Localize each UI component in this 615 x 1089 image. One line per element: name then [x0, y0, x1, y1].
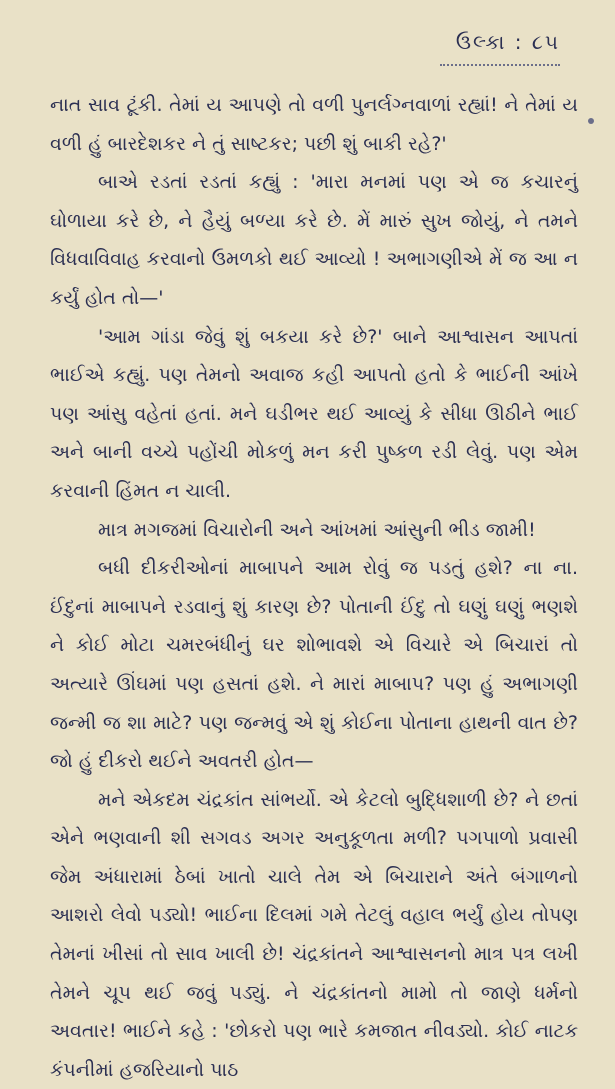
body-text	[50, 86, 578, 1089]
paragraph: મને એકદમ ચંદ્રકાંત સાંભર્યો. એ કેટલો બુદ્ધિશાળી છે? ને છતાં એને ભણવાની શી સગવડ અગર અનુકૂળતા મળી? પગપાળો પ્રવાસી જેમ અંધારામાં ઠેબાં ખાતો ચાલે તેમ એ બિચારાને અંતે બંગાળનો આશરો લેવો પડ્યો! ભાઈના દિલમાં ગમે તેટલું વહાલ ભર્યું હોય તોપણ તેમનાં ખીસાં તો સાવ ખાલી છે! ચંદ્રકાંતને આશ્વાસનનો માત્ર પત્ર લખી તેમને ચૂપ થઈ જવું પડ્યું. ને ચંદ્રકાંતનો મામો તો જાણે ધર્મનો અવતાર! ભાઈને કહે : 'છોકરો પણ ભારે કમજાત નીવડ્યો. કોઈ નાટક કંપનીમાં હજરિયાનો પાઠ	[50, 788, 578, 1081]
paragraph: બાએ રડતાં રડતાં કહ્યું : 'મારા મનમાં પણ એ જ કચારનું ઘોળાયા કરે છે, ને હૈયું બળ્યા કરે છે. મેં મારું સુખ જોયું, ને તમને વિધવાવિવાહ કરવાનો ઉમળકો થઈ આવ્યો ! અભાગણીએ મેં જ આ ન કર્યું હોત તો—'	[50, 171, 578, 309]
header-ornament	[440, 58, 560, 66]
paragraph: બધી દીકરીઓનાં માબાપને આમ રોવું જ પડતું હશે? ના ના. ઈંદુનાં માબાપને રડવાનું શું કારણ છે? પોતાની ઈંદુ તો ઘણું ઘણું ભણશે ને કોઈ મોટા ચમરબંધીનું ઘર શોભાવશે એ વિચારે એ બિચારાં તો અત્યારે ઊંઘમાં પણ હસતાં હશે. ને મારાં માબાપ? પણ હું અભાગણી જન્મી જ શા માટે? પણ જન્મવું એ શું કોઈના પોતાના હાથની વાત છે? જો હું દીકરો થઈને અવતરી હોત—	[50, 557, 578, 773]
paragraph: નાત સાવ ટૂંકી. તેમાં ય આપણે તો વળી પુનર્લગ્નવાળાં રહ્યાં! ને તેમાં ય વળી હું બારદેશકર ને તું સાષ્ટકર; પછી શું બાકી રહે?'	[50, 94, 578, 155]
paragraph: માત્ર મગજમાં વિચારોની અને આંખમાં આંસુની ભીડ જામી!	[98, 518, 536, 541]
paragraph: 'આમ ગાંડા જેવું શું બકયા કરે છે?' બાને આશ્વાસન આપતાં ભાઈએ કહ્યું. પણ તેમનો અવાજ કહી આપતો હતો કે ભાઈની આંખે પણ આંસુ વહેતાં હતાં. મને ઘડીભર થઈ આવ્યું કે સીધા ઊઠીને ભાઈ અને બાની વચ્ચે પહોંચી મોકળું મન કરી પુષ્કળ રડી લેવું. પણ એમ કરવાની હિંમત ન ચાલી.	[50, 325, 578, 502]
running-header: ઉલ્કા : ૮૫	[455, 30, 560, 54]
margin-mark	[588, 118, 594, 124]
